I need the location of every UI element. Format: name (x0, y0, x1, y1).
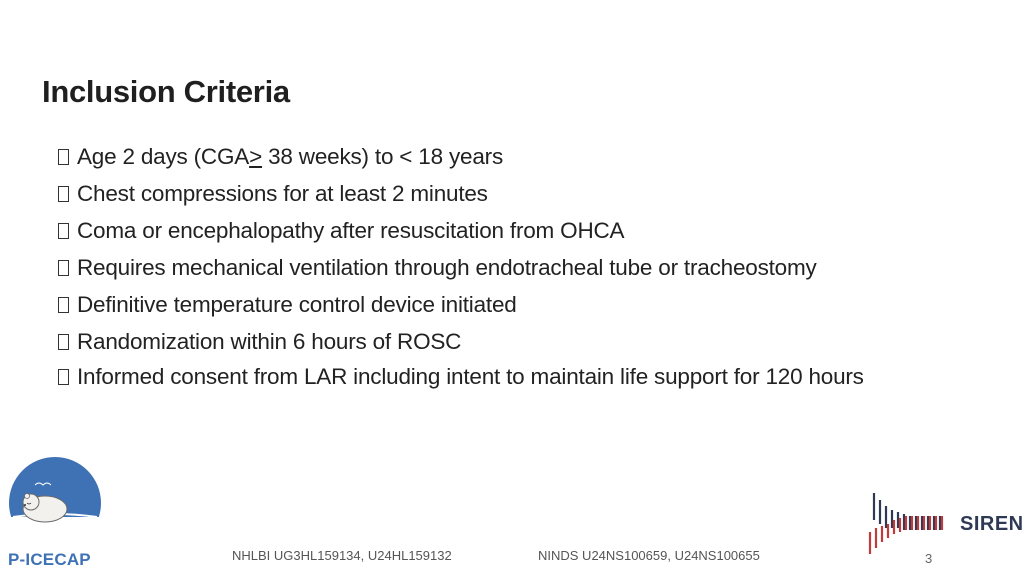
page-number: 3 (925, 551, 933, 566)
siren-logo (866, 490, 950, 556)
criteria-age-pre: Age 2 days (CGA (77, 144, 250, 169)
criteria-list (58, 138, 958, 393)
criteria-text: Requires mechanical ventilation through endotracheal tube or tracheostomy (77, 255, 817, 280)
criteria-item-coma (58, 212, 958, 249)
criteria-item-randomization (58, 323, 958, 360)
criteria-text: Definitive temperature control device initiated (77, 292, 517, 317)
footer-nhlbi: NHLBI UG3HL159134, U24HL159132 (232, 548, 452, 563)
criteria-item-temperature (58, 286, 958, 323)
criteria-age-symbol: > (249, 144, 263, 169)
checkbox-icon (58, 297, 69, 313)
footer-ninds: NINDS U24NS100659, U24NS100655 (538, 548, 760, 563)
criteria-text: Informed consent from LAR including intent to maintain life support for 120 hours (77, 364, 864, 389)
criteria-age-post: 38 weeks) to < 18 years (262, 144, 504, 169)
criteria-item-age (58, 138, 958, 175)
criteria-text: Chest compressions for at least 2 minutes (77, 181, 488, 206)
criteria-item-compressions (58, 175, 958, 212)
checkbox-icon (58, 260, 69, 276)
checkbox-icon (58, 186, 69, 202)
siren-logo-text: SIREN (960, 513, 1024, 535)
criteria-item-ventilation (58, 249, 958, 286)
criteria-text: Randomization within 6 hours of ROSC (77, 329, 462, 354)
checkbox-icon (58, 149, 69, 165)
checkbox-icon (58, 369, 69, 385)
picecap-logo-text: P-ICECAP (8, 550, 91, 569)
checkbox-icon (58, 223, 69, 239)
checkbox-icon (58, 334, 69, 350)
criteria-text: Coma or encephalopathy after resuscitation from OHCA (77, 218, 625, 243)
criteria-item-consent (58, 360, 958, 393)
slide-title: Inclusion Criteria (42, 74, 290, 109)
